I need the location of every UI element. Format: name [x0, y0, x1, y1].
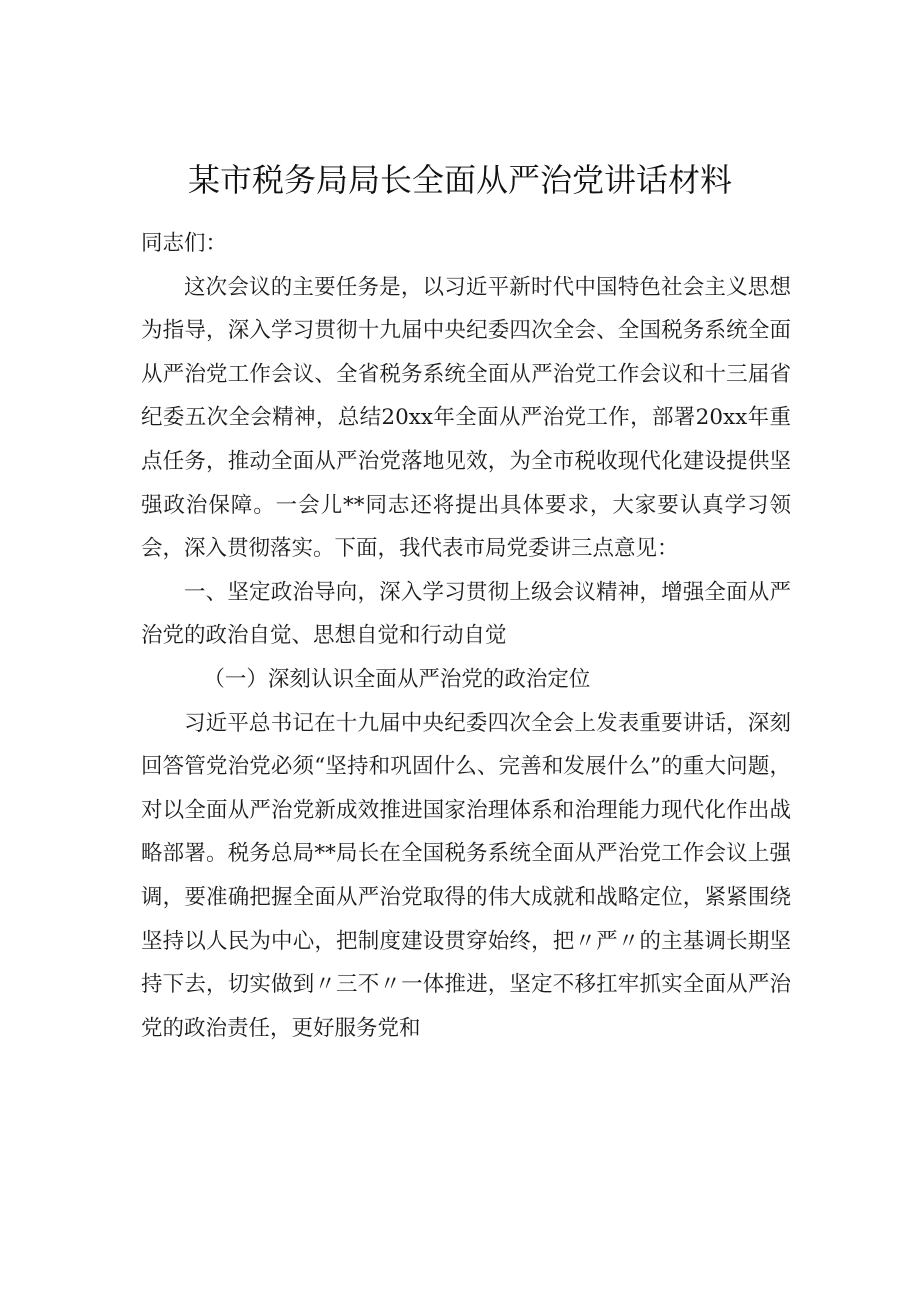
subsection-heading-1: （一）深刻认识全面从严治党的政治定位: [203, 666, 591, 692]
section-heading-1: 一、坚定政治导向，深入学习贯彻上级会议精神，增强全面从严治党的政治自觉、思想自觉和行动自觉: [141, 579, 791, 649]
paragraph-intro: 这次会议的主要任务是，以习近平新时代中国特色社会主义思想为指导，深入学习贯彻十九届中央纪委四次全会、全国税务系统全面从严治党工作会议、全省税务系统全面从严治党工作会议和十三届省纪委五次全会精神，总结20xx年全面从严治党工作，部署20xx年重点任务，推动全面从严治党落地见效，为全市税收现代化建设提供坚强政治保障。一会儿**同志还将提出具体要求，大家要认真学习领会，深入贯彻落实。下面，我代表市局党委讲三点意见：: [141, 274, 791, 562]
document-body: [141, 222, 791, 1050]
paragraph-body-1: 习近平总书记在十九届中央纪委四次全会上发表重要讲话，深刻回答管党治党必须“坚持和巩固什么、完善和发展什么”的重大问题，对以全面从严治党新成效推进国家治理体系和治理能力现代化作出战略部署。税务总局**局长在全国税务系统全面从严治党工作会议上强调，要准确把握全面从严治党取得的伟大成就和战略定位，紧紧围绕坚持以人民为中心，把制度建设贯穿始终，把〃严〃的主基调长期坚持下去，切实做到〃三不〃一体推进，坚定不移扛牢抓实全面从严治党的政治责任，更好服务党和: [141, 710, 791, 1041]
salutation: 同志们：: [141, 231, 228, 256]
document-title: 某市税务局局长全面从严治党讲话材料: [187, 161, 732, 199]
